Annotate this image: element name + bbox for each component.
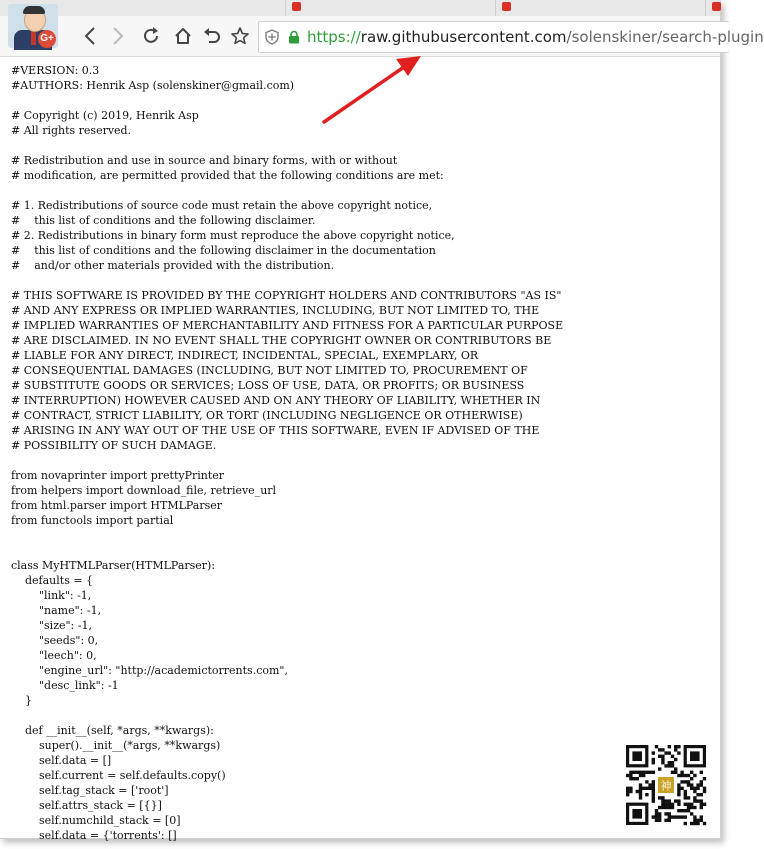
shield-icon[interactable] (265, 29, 279, 45)
url-scheme: https:// (307, 28, 361, 46)
forward-button[interactable] (107, 24, 129, 48)
source-line: # THIS SOFTWARE IS PROVIDED BY THE COPYRIGHT HOLDERS AND CONTRIBUTORS "AS IS" (11, 289, 562, 302)
source-line: #VERSION: 0.3 (11, 64, 100, 77)
source-line: self.attrs_stack = [{}] (11, 799, 162, 812)
browser-tab[interactable] (285, 0, 496, 16)
address-bar[interactable] (258, 21, 764, 53)
source-line: "engine_url": "http://academictorrents.com", (11, 664, 288, 677)
source-line: #AUTHORS: Henrik Asp (solenskiner@gmail.com) (11, 79, 295, 92)
forward-arrow-icon (111, 26, 125, 46)
back-button[interactable] (79, 24, 101, 48)
avatar[interactable] (8, 4, 58, 48)
undo-icon (202, 26, 222, 46)
source-line: # All rights reserved. (11, 124, 132, 137)
source-line: # Redistribution and use in source and binary forms, with or without (11, 154, 398, 167)
qr-code-watermark (626, 745, 706, 825)
browser-tab[interactable] (705, 0, 726, 16)
source-line: defaults = { (11, 574, 94, 587)
source-line: "size": -1, (11, 619, 92, 632)
source-line: self.tag_stack = ['root'] (11, 784, 169, 797)
source-line: # ARISING IN ANY WAY OUT OF THE USE OF THIS SOFTWARE, EVEN IF ADVISED OF THE (11, 424, 540, 437)
source-line: super().__init__(*args, **kwargs) (11, 739, 221, 752)
source-line: self.data = {'torrents': [] (11, 829, 177, 842)
source-line: # INTERRUPTION) HOWEVER CAUSED AND ON ANY THEORY OF LIABILITY, WHETHER IN (11, 394, 541, 407)
source-line: # LIABLE FOR ANY DIRECT, INDIRECT, INCIDENTAL, SPECIAL, EXEMPLARY, OR (11, 349, 479, 362)
browser-tab[interactable] (495, 0, 706, 16)
home-button[interactable] (172, 24, 194, 48)
google-plus-badge-icon: G+ (38, 30, 56, 48)
source-line: # CONSEQUENTIAL DAMAGES (INCLUDING, BUT NOT LIMITED TO, PROCUREMENT OF (11, 364, 528, 377)
source-line: # IMPLIED WARRANTIES OF MERCHANTABILITY AND FITNESS FOR A PARTICULAR PURPOSE (11, 319, 564, 332)
source-line: from helpers import download_file, retrieve_url (11, 484, 277, 497)
reload-icon (141, 26, 161, 46)
source-line: "link": -1, (11, 589, 92, 602)
source-line: # and/or other materials provided with the distribution. (11, 259, 335, 272)
source-line: # ARE DISCLAIMED. IN NO EVENT SHALL THE COPYRIGHT OWNER OR CONTRIBUTORS BE (11, 334, 552, 347)
source-line: def __init__(self, *args, **kwargs): (11, 724, 214, 737)
source-line: "seeds": 0, (11, 634, 99, 647)
source-line: self.data = [] (11, 754, 112, 767)
source-line: # SUBSTITUTE GOODS OR SERVICES; LOSS OF USE, DATA, OR PROFITS; OR BUSINESS (11, 379, 525, 392)
source-line: # POSSIBILITY OF SUCH DAMAGE. (11, 439, 217, 452)
tab-favicon-icon (712, 2, 721, 11)
browser-toolbar (0, 16, 764, 57)
source-line: from functools import partial (11, 514, 174, 527)
qr-center-glyph: 神 (660, 779, 672, 793)
source-line: self.numchild_stack = [0] (11, 814, 181, 827)
url-domain: raw.githubusercontent.com (360, 28, 567, 46)
bookmark-button[interactable] (229, 24, 251, 48)
reload-button[interactable] (140, 24, 162, 48)
qr-code-icon (626, 745, 706, 825)
source-line: # 2. Redistributions in binary form must reproduce the above copyright notice, (11, 229, 455, 242)
source-line: } (11, 694, 32, 707)
tab-favicon-icon (292, 2, 301, 11)
source-line: # this list of conditions and the following disclaimer. (11, 214, 316, 227)
source-line: class MyHTMLParser(HTMLParser): (11, 559, 216, 572)
source-line: # 1. Redistributions of source code must retain the above copyright notice, (11, 199, 433, 212)
tab-favicon-icon (502, 2, 511, 11)
source-line: # AND ANY EXPRESS OR IMPLIED WARRANTIES, INCLUDING, BUT NOT LIMITED TO, THE (11, 304, 540, 317)
undo-button[interactable] (201, 24, 223, 48)
source-line: "desc_link": -1 (11, 679, 119, 692)
source-line: from novaprinter import prettyPrinter (11, 469, 225, 482)
source-line: # modification, are permitted provided that the following conditions are met: (11, 169, 444, 182)
source-line: # Copyright (c) 2019, Henrik Asp (11, 109, 199, 122)
raw-source-view (11, 57, 716, 842)
source-line: from html.parser import HTMLParser (11, 499, 223, 512)
url-text[interactable] (307, 28, 764, 46)
source-line: "name": -1, (11, 604, 102, 617)
tab-strip (0, 0, 720, 17)
url-path: /solenskiner/search-plugin (566, 28, 764, 46)
back-arrow-icon (83, 26, 97, 46)
source-code (11, 57, 716, 843)
lock-icon[interactable] (287, 30, 301, 44)
source-line: # CONTRACT, STRICT LIABILITY, OR TORT (INCLUDING NEGLIGENCE OR OTHERWISE) (11, 409, 523, 422)
bookmark-star-icon (230, 26, 250, 46)
avatar-tie (31, 31, 36, 45)
home-icon (173, 26, 193, 46)
source-line: # this list of conditions and the following disclaimer in the documentation (11, 244, 436, 257)
source-line: "leech": 0, (11, 649, 97, 662)
avatar-hair (23, 6, 45, 14)
source-line: self.current = self.defaults.copy() (11, 769, 226, 782)
